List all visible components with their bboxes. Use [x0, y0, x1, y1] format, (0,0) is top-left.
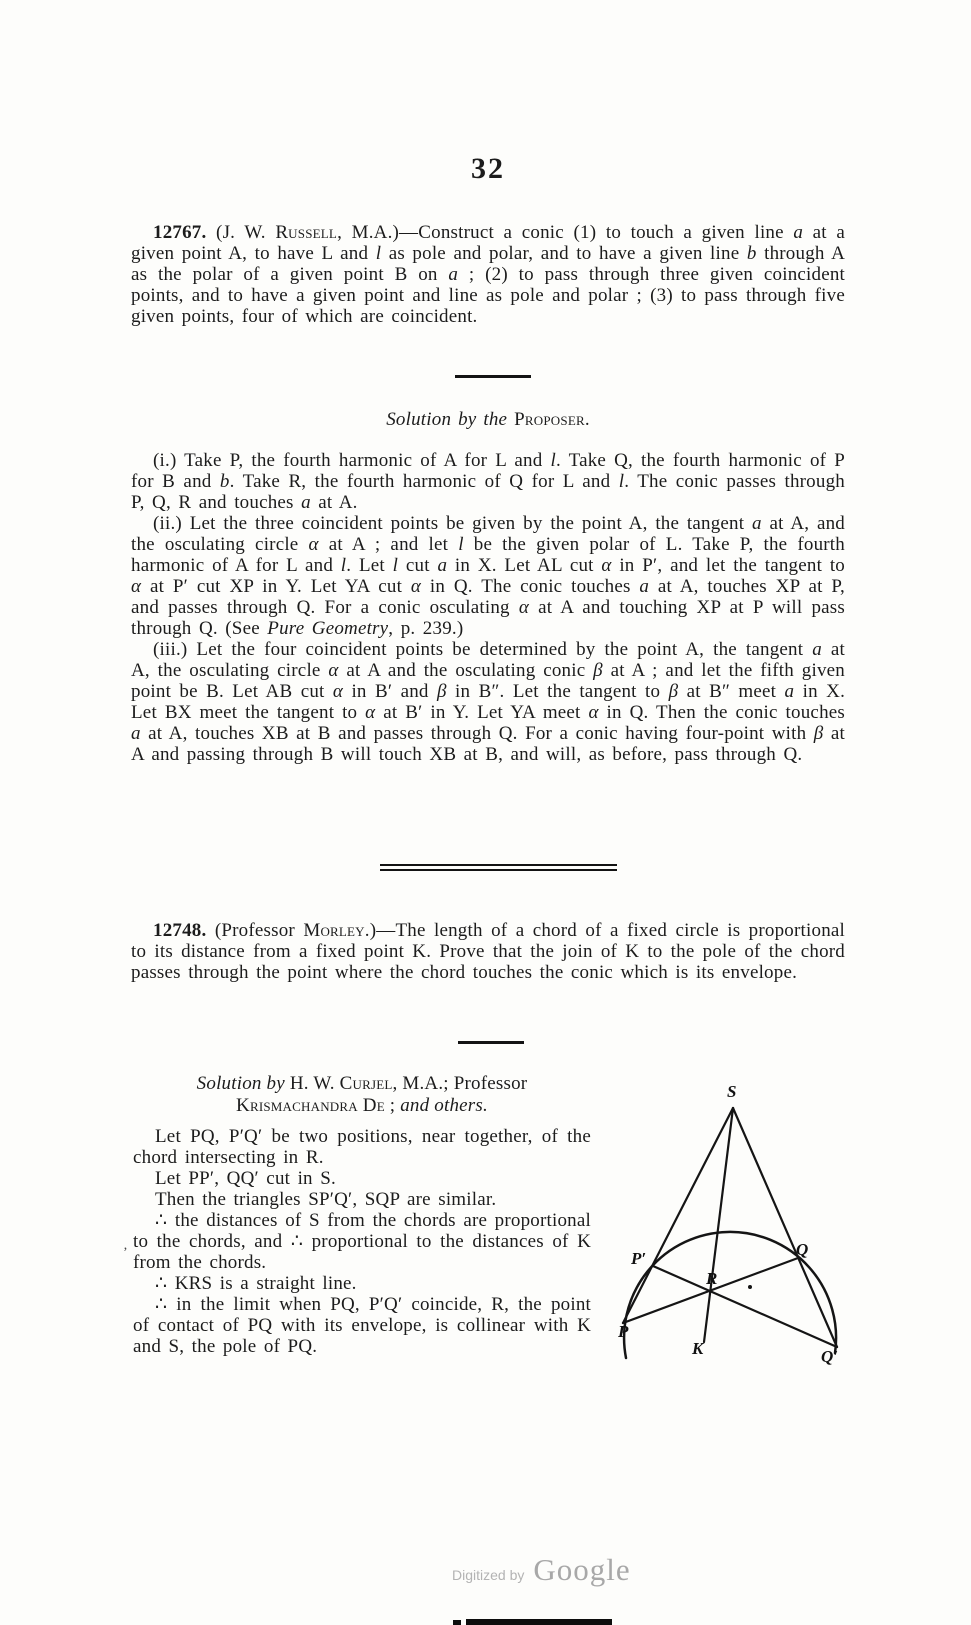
label-Q: Q: [796, 1240, 809, 1259]
digitized-by-text: Digitized by: [452, 1567, 525, 1583]
label-P: P: [618, 1322, 629, 1341]
double-rule-divider: [380, 864, 617, 871]
label-Qprime: Q′: [821, 1347, 839, 1366]
paragraph: Let PP′, QQ′ cut in S.: [155, 1168, 336, 1189]
geometry-figure: [585, 1040, 885, 1375]
paragraph: ∴ the distances of S from the chords are proportional to the chords, and ∴ proportional to the distances of K from the chords.: [133, 1210, 591, 1273]
center-dot: [748, 1285, 752, 1289]
line-S-Qprime: [733, 1108, 837, 1347]
paragraph: 12767. (J. W. Russell, M.A.)—Construct a conic (1) to touch a given line a at a given point A, to have L and l as pole and polar, and to have a given line b through A as the polar of a given point B on a ; (2) to pass through three given coincident points, and to have a given point and line as pole and polar ; (3) to pass through five given points, four of which are coincident.: [131, 222, 846, 327]
solution-12748-text-column: [133, 1073, 591, 1357]
line-S-R-K: [704, 1108, 733, 1342]
scan-edge-mark: [453, 1620, 461, 1625]
line-S-P: [623, 1108, 733, 1323]
label-K: K: [692, 1339, 704, 1358]
solution-12748-section: [131, 1073, 845, 1413]
paragraph: ∴ in the limit when PQ, P′Q′ coincide, R, the point of contact of PQ with its envelope, is collinear with K and S, the pole of PQ.: [133, 1294, 591, 1357]
paragraph-i: (i.) Take P, the fourth harmonic of A for L and l. Take Q, the fourth harmonic of P for B and b. Take R, the fourth harmonic of Q for L and l. The conic passes through P, Q, R and touches a at A.: [131, 450, 845, 513]
label-Pprime: P′: [631, 1249, 647, 1268]
solution-heading-12748-line1: Solution by H. W. Curjel, M.A.; Professor: [196, 1073, 528, 1094]
paragraph-iii: (iii.) Let the four coincident points be determined by the point A, the tangent a at A, the osculating circle α at A and the osculating conic β at A ; and let the fifth given point be B. Let AB cut α in B′ and β in B″. Let the tangent to β at B″ meet a in X. Let BX meet the tangent to α at B′ in Y. Let YA meet α in Q. Then the conic touches a at A, touches XB at B and passes through Q. For a conic having four-point with β at A and passing through B will touch XB at B, and will, as before, pass through Q.: [131, 639, 846, 765]
scan-edge-bar: [466, 1619, 612, 1625]
label-R: R: [706, 1269, 718, 1288]
solution-heading-12748-line2: Krismachandra De ; and others.: [236, 1095, 488, 1116]
problem-12767-statement: [131, 222, 845, 327]
google-watermark: [452, 1552, 631, 1588]
label-S: S: [727, 1082, 737, 1101]
solution-12748-body: [133, 1126, 591, 1357]
solution-12767-body: [131, 450, 845, 765]
scan-artifact: ‚: [123, 1238, 128, 1253]
paragraph-ii: (ii.) Let the three coincident points be given by the point A, the tangent a at A, and the osculating circle α at A ; and let l be the given polar of L. Take P, the fourth harmonic of A for L and l. Let l cut a in X. Let AL cut α in P′, and let the tangent to α at P′ cut XP in Y. Let YA cut α in Q. The conic touches a at A, touches XP at P, and passes through Q. For a conic osculating α at A and touching XP at P will pass through Q. (See Pure Geometry, p. 239.): [131, 513, 846, 639]
section-divider-rule: [458, 1041, 524, 1044]
paragraph: ∴ KRS is a straight line.: [155, 1273, 357, 1294]
section-divider-rule: [455, 375, 531, 378]
paragraph: Then the triangles SP′Q′, SQP are similar.: [155, 1189, 497, 1210]
paragraph: Let PQ, P′Q′ be two positions, near together, of the chord intersecting in R.: [133, 1126, 591, 1168]
google-logo-text: Google: [533, 1552, 631, 1587]
paragraph: 12748. (Professor Morley.)—The length of a chord of a fixed circle is proportional to its distance from a fixed point K. Prove that the join of K to the pole of the chord passes through the point where the chord touches the conic which is its envelope.: [131, 920, 846, 983]
solution-heading-12767: Solution by the Proposer.: [386, 409, 590, 430]
problem-12748-statement: [131, 920, 845, 983]
page-number: 32: [471, 152, 505, 185]
